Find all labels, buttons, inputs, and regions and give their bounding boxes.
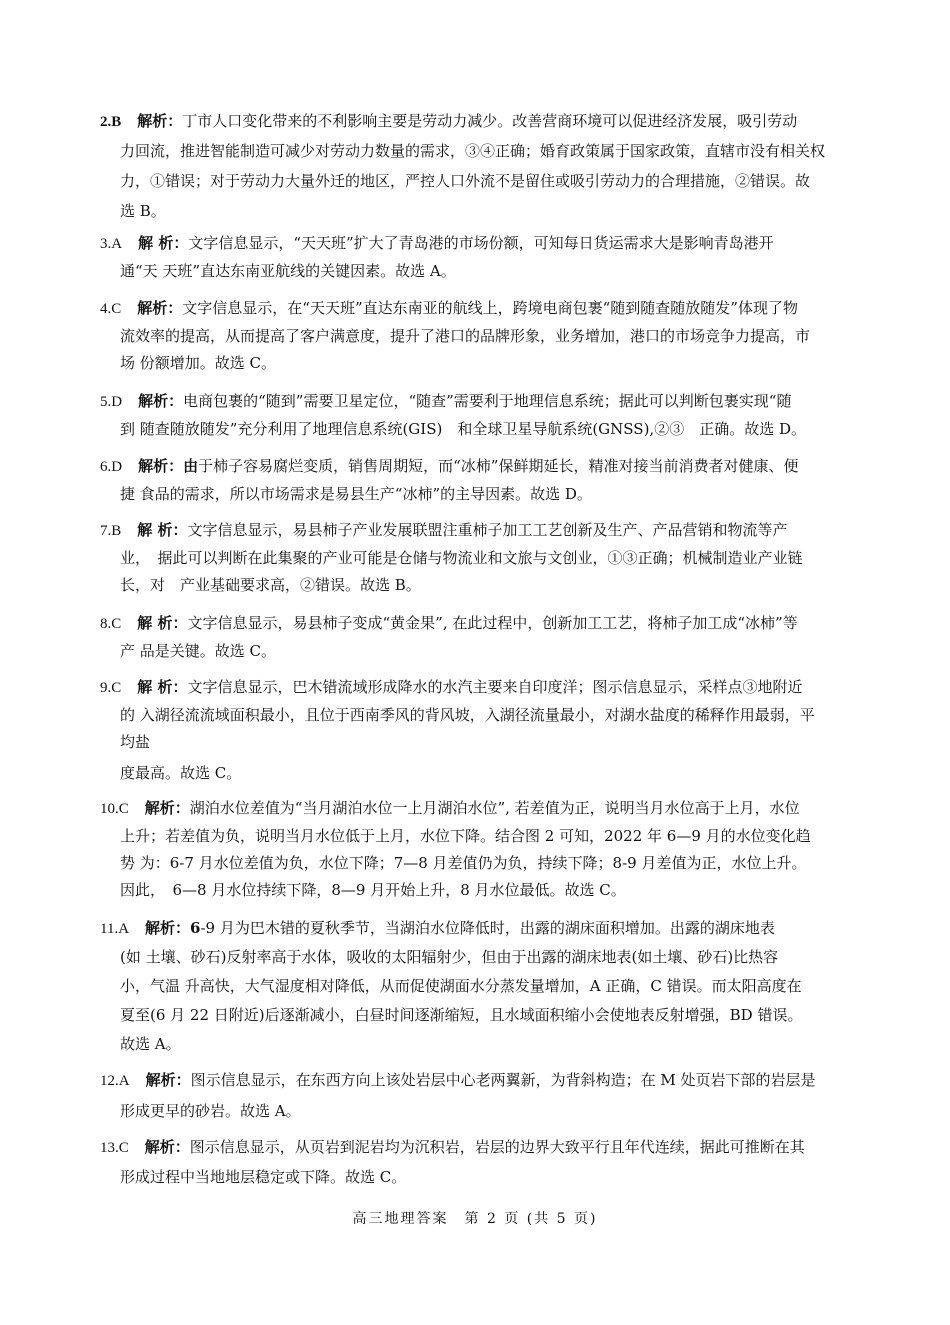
answer-text: 业， 据此可以判断在此集聚的产业可能是仓储与物流业和文旅与文创业，①③正确；机械制造业产业链 (120, 549, 803, 567)
answer-6 (100, 453, 860, 508)
answer-text: 图示信息显示，从页岩到泥岩均为沉积岩，岩层的边界大致平行且年代连续，据此可推断在其 (189, 1138, 805, 1156)
answer-5 (100, 388, 860, 443)
answer-9-continued (120, 760, 880, 787)
answer-number: 5.D (100, 394, 123, 410)
answer-text: 均盐 (120, 733, 151, 751)
answer-7 (100, 517, 860, 599)
answer-number: 2.B (100, 114, 122, 130)
answer-label: 解 析： (138, 234, 189, 252)
answer-11 (100, 915, 860, 1059)
answer-text: 故选 A。 (120, 1035, 181, 1053)
answer-number: 7.B (100, 523, 122, 539)
answer-9 (100, 674, 860, 756)
answer-text: 势 为：6-7 月水位差值为负，水位下降；7—8 月差值仍为负，持续下降；8-9 月差值为正，水位上升。 (120, 854, 807, 872)
answer-text: 力，①错误；对于劳动力大量外迁的地区，严控人口外流不是留住或吸引劳动力的合理措施，②错误。故 (120, 172, 811, 190)
answer-4 (100, 295, 860, 377)
answer-text: 选 B。 (120, 202, 166, 220)
answer-text: (如 土壤、砂石)反射率高于水体，吸收的太阳辐射少，但由于出露的湖床地表(如土壤、砂石)比热容 (120, 948, 779, 966)
answer-2 (100, 108, 860, 226)
answer-label: 解析： (144, 799, 190, 817)
answer-number: 13.C (100, 1140, 129, 1156)
answer-number: 6.D (100, 459, 123, 475)
answer-10 (100, 795, 860, 904)
answer-text: 到 随查随放随发”充分利用了地理信息系统(GIS) 和全球卫星导航系统(GNSS),②③ 正确。故选 D。 (120, 420, 806, 438)
answer-label: 解 析： (137, 678, 188, 696)
answer-number: 11.A (100, 921, 130, 937)
answer-text: 形成更早的砂岩。故选 A。 (120, 1102, 301, 1120)
answer-text: 力回流，推进智能制造可减少对劳动力数量的需求，③④正确；婚育政策属于国家政策，直辖市没有相关权 (120, 142, 826, 160)
answer-text: 文字信息显示，易县柿子产业发展联盟注重柿子加工工艺创新及生产、产品营销和物流等产 (187, 521, 788, 539)
answer-number: 12.A (100, 1073, 130, 1089)
answer-text: 因此， 6—8 月水位持续下降，8—9 月开始上升，8 月水位最低。故选 C。 (120, 881, 626, 899)
answer-label: 解析： (137, 112, 183, 130)
answer-text: 的 入湖径流流域面积最小，且位于西南季风的背风坡，入湖径流量最小，对湖水盐度的稀释作用最弱，平 (120, 706, 815, 724)
answer-text: 文字信息显示，“天天班”扩大了青岛港的市场份额，可知每日货运需求大是影响青岛港开 (188, 234, 774, 252)
answer-text: 通“天 天班”直达东南亚航线的关键因素。故选 A。 (120, 262, 456, 280)
page-footer: 高三地理答案 第 2 页 (共 5 页) (352, 1211, 598, 1227)
answer-number: 3.A (100, 236, 123, 252)
answer-12 (100, 1067, 860, 1127)
answer-label: 解析： (138, 392, 184, 410)
answer-label: 解析： (145, 1071, 191, 1089)
answer-text: 捷 食品的需求，所以市场需求是易县生产“冰柿”的主导因素。故选 D。 (120, 485, 592, 503)
answer-label: 解析： (144, 1138, 190, 1156)
answer-text: 文字信息显示，易县柿子变成“黄金果”, 在此过程中，创新加工工艺，将柿子加工成“冰柿”等 (187, 614, 798, 632)
answer-text: -9 月为巴木错的夏秋季节，当湖泊水位降低时，出露的湖床面积增加。出露的湖床地表 (200, 919, 775, 937)
answer-text: 湖泊水位差值为“当月湖泊水位一上月湖泊水位”, 若差值为正，说明当月水位高于上月，水位 (189, 799, 800, 817)
answer-number: 4.C (100, 301, 122, 317)
answer-text: 场 份额增加。故选 C。 (120, 354, 277, 372)
answer-label: 解析： (137, 299, 183, 317)
answer-text: 上升；若差值为负，说明当月水位低于上月，水位下降。结合图 2 可知，2022 年 6—9 月的水位变化趋 (120, 827, 811, 845)
answer-text: 图示信息显示，在东西方向上该处岩层中心老两翼新，为背斜构造；在 M 处页岩下部的岩层是 (190, 1071, 816, 1089)
answer-text: 文字信息显示，巴木错流域形成降水的水汽主要来自印度洋；图示信息显示，采样点③地附近 (187, 678, 803, 696)
answer-text: 电商包裹的“随到”需要卫星定位，“随查”需要利于地理信息系统；据此可以判断包裹实现“随 (183, 392, 792, 410)
answer-text: 产 品是关键。故选 C。 (120, 642, 277, 660)
answer-number: 8.C (100, 616, 122, 632)
answer-text: 小，气温 升高快，大气湿度相对降低，从而促使湖面水分蒸发量增加，A 正确，C 错误。而太阳高度在 (120, 977, 802, 995)
answer-text: 于柿子容易腐烂变质，销售周期短，而“冰柿”保鲜期延长，精准对接当前消费者对健康、便 (198, 457, 799, 475)
answer-8 (100, 610, 860, 665)
answer-number: 10.C (100, 801, 129, 817)
answer-13 (100, 1134, 860, 1192)
answer-label: 解析：由 (138, 457, 199, 475)
answer-label: 解 析： (137, 521, 188, 539)
answer-text: 形成过程中当地地层稳定或下降。故选 C。 (120, 1168, 407, 1186)
answer-text: 夏至(6 月 22 日附近)后逐渐减小，白昼时间逐渐缩短，且水域面积缩小会使地表反射增强，BD 错误。 (120, 1006, 803, 1024)
answer-text: 度最高。故选 C。 (120, 764, 242, 782)
answer-label: 解 析： (137, 614, 188, 632)
answer-text: 流效率的提高，从而提高了客户满意度，提升了港口的品牌形象，业务增加，港口的市场竞争力提高，市 (120, 327, 811, 345)
answer-label: 解析：6 (145, 919, 201, 937)
answer-text: 长，对 产业基础要求高，②错误。故选 B。 (120, 576, 421, 594)
answer-number: 9.C (100, 680, 122, 696)
answer-text: 文字信息显示，在“天天班”直达东南亚的航线上，跨境电商包裹“随到随查随放随发”体现了物 (182, 299, 798, 317)
answer-3 (100, 230, 860, 285)
answer-text: 丁市人口变化带来的不利影响主要是劳动力减少。改善营商环境可以促进经济发展，吸引劳动 (182, 112, 798, 130)
